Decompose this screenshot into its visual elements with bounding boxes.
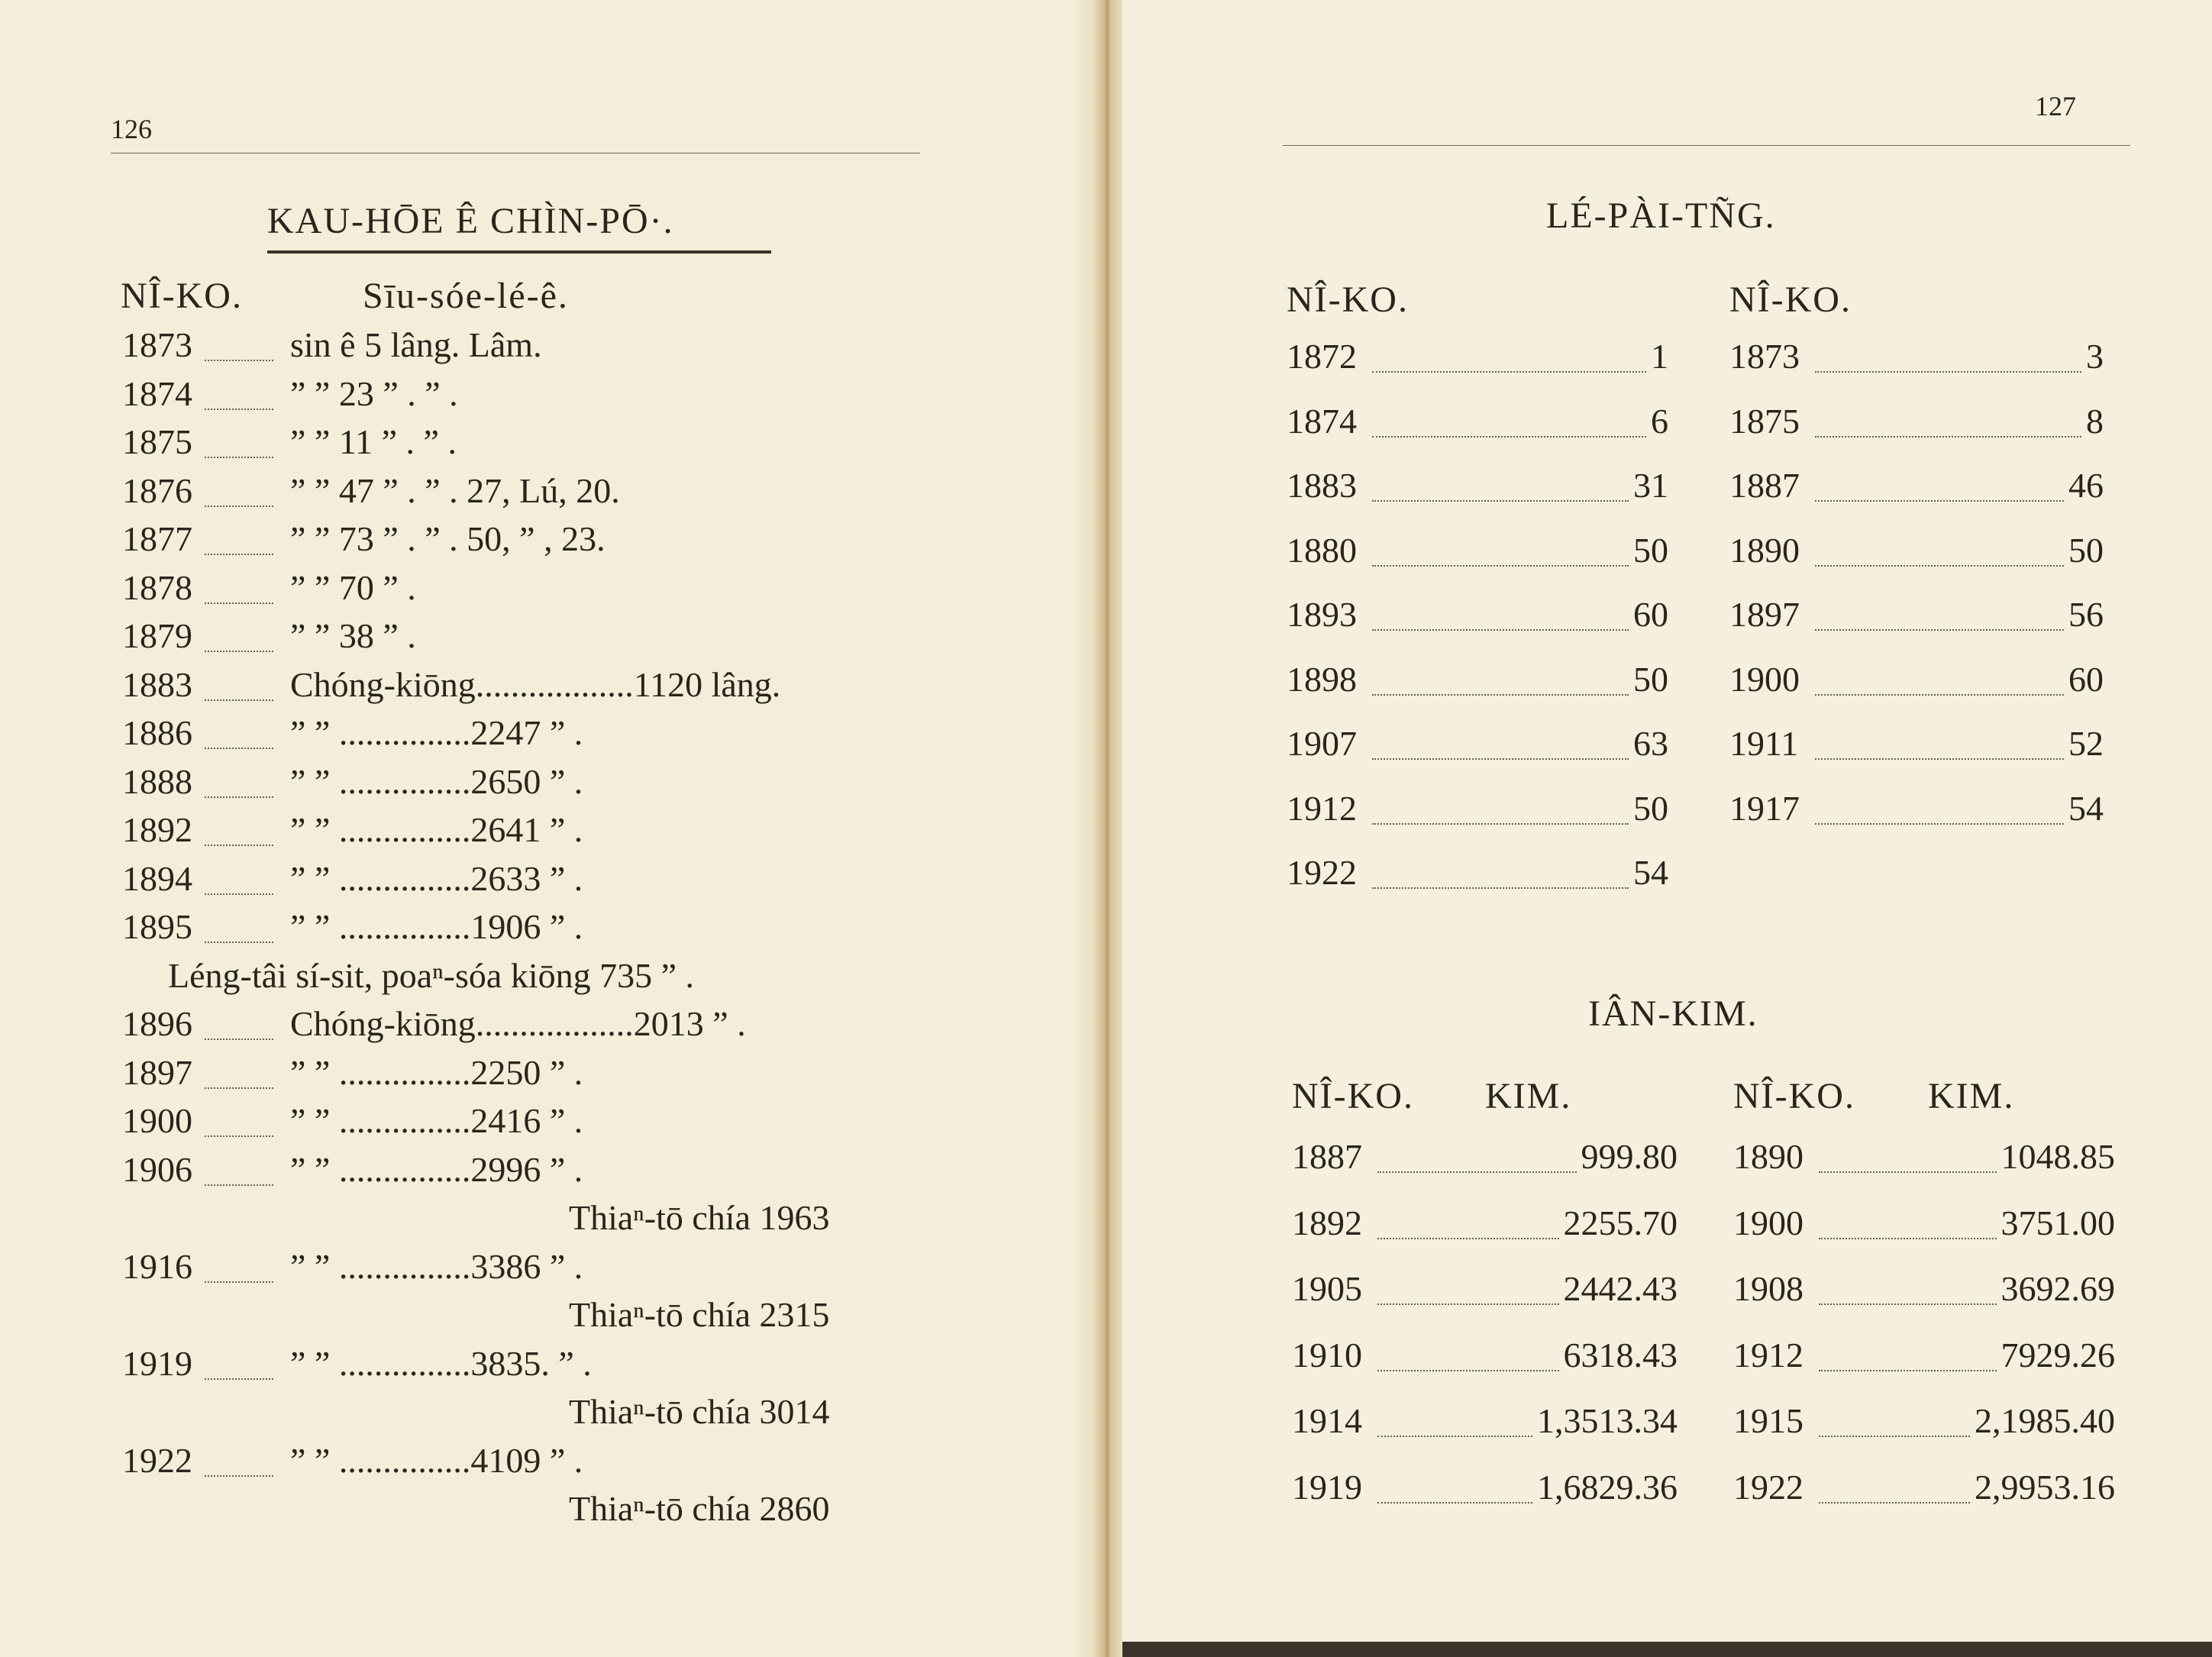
table-row bbox=[122, 325, 932, 370]
row-text: ” ” ...............2416 ” . bbox=[290, 1101, 583, 1140]
dot-leader bbox=[1372, 751, 1629, 760]
section1-header-left: NÎ-KO. bbox=[1287, 279, 1409, 320]
row-year: 1892 bbox=[1292, 1203, 1362, 1242]
dot-leader bbox=[1819, 1428, 1970, 1437]
row-year: 1896 bbox=[122, 1004, 192, 1043]
row-text: ” ” 11 ” . ” . bbox=[290, 422, 457, 461]
table-row bbox=[122, 1003, 932, 1049]
row-text: ” ” ...............2650 ” . bbox=[290, 761, 583, 801]
row-value: 60 bbox=[2068, 659, 2104, 699]
row-text: ” ” ...............3835. ” . bbox=[290, 1343, 592, 1383]
section2-header-left-year: NÎ-KO. bbox=[1292, 1076, 1414, 1116]
table-row bbox=[1729, 723, 2104, 769]
section2-title: IÂN-KIM. bbox=[1588, 993, 1758, 1034]
row-year: 1922 bbox=[1733, 1467, 1804, 1507]
row-text: ” ” 70 ” . bbox=[290, 567, 416, 607]
row-year: 1880 bbox=[1287, 530, 1357, 570]
dot-leader bbox=[1815, 816, 2064, 825]
dot-leader bbox=[1372, 428, 1646, 438]
row-year: 1912 bbox=[1733, 1335, 1804, 1374]
row-value: 60 bbox=[1633, 595, 1668, 634]
row-value: 3 bbox=[2086, 337, 2104, 376]
dot-leader bbox=[1819, 1164, 1997, 1173]
table-row bbox=[1292, 1203, 1678, 1248]
row-year: 1914 bbox=[1292, 1401, 1362, 1440]
dot-leader bbox=[205, 789, 273, 798]
dot-leader bbox=[1815, 428, 2081, 438]
dot-leader bbox=[1372, 493, 1629, 502]
dot-leader bbox=[205, 401, 273, 410]
table-row bbox=[1287, 723, 1668, 769]
row-value: 31 bbox=[1633, 466, 1668, 505]
dot-leader bbox=[205, 595, 273, 604]
dot-leader bbox=[1815, 557, 2064, 567]
table-row bbox=[122, 518, 932, 564]
row-text: Léng-tâi sí-sit, poaⁿ-sóa kiōng 735 ” . bbox=[168, 955, 695, 995]
table-row bbox=[122, 858, 932, 904]
table-row bbox=[122, 906, 932, 952]
dot-leader bbox=[1372, 363, 1646, 373]
dot-leader bbox=[1372, 880, 1629, 889]
table-row bbox=[122, 955, 932, 1001]
row-value: 999.80 bbox=[1581, 1137, 1678, 1176]
row-value: 1,3513.34 bbox=[1537, 1401, 1678, 1440]
dot-leader bbox=[1372, 557, 1629, 567]
row-year: 1879 bbox=[122, 616, 192, 655]
row-text: ” ” ...............2996 ” . bbox=[290, 1149, 583, 1189]
table-row bbox=[1729, 530, 2104, 576]
row-year: 1906 bbox=[122, 1149, 192, 1189]
row-year: 1898 bbox=[1287, 659, 1357, 699]
title-underline bbox=[267, 250, 771, 254]
section1-header-right: NÎ-KO. bbox=[1729, 279, 1852, 320]
table-row bbox=[1287, 336, 1668, 382]
row-year: 1878 bbox=[122, 567, 192, 607]
row-year: 1888 bbox=[122, 761, 192, 801]
row-year: 1873 bbox=[122, 325, 192, 364]
dot-leader bbox=[205, 449, 273, 458]
row-value: 1 bbox=[1651, 337, 1668, 376]
dot-leader bbox=[205, 546, 273, 555]
row-value: 50 bbox=[1633, 530, 1668, 570]
row-text: Chóng-kiōng..................2013 ” . bbox=[290, 1004, 746, 1043]
row-year: 1919 bbox=[1292, 1467, 1362, 1507]
row-value: 52 bbox=[2068, 724, 2104, 763]
row-value: 7929.26 bbox=[2000, 1335, 2115, 1374]
row-text: Thiaⁿ-tō chía 2860 bbox=[569, 1489, 830, 1528]
row-year: 1897 bbox=[122, 1052, 192, 1092]
dot-leader bbox=[1377, 1494, 1532, 1504]
dot-leader bbox=[205, 1274, 273, 1283]
row-text: ” ” ...............2633 ” . bbox=[290, 858, 583, 898]
table-row bbox=[1287, 401, 1668, 447]
right-page-number: 127 bbox=[2035, 91, 2076, 121]
row-text: ” ” ...............2250 ” . bbox=[290, 1052, 583, 1092]
dot-leader bbox=[205, 886, 273, 895]
dot-leader bbox=[205, 643, 273, 652]
table-row bbox=[122, 712, 932, 758]
section2-header-right-year: NÎ-KO. bbox=[1733, 1076, 1855, 1116]
dot-leader bbox=[205, 498, 273, 507]
table-row bbox=[1287, 852, 1668, 898]
dot-leader bbox=[205, 1080, 273, 1089]
dot-leader bbox=[1815, 622, 2064, 631]
dot-leader bbox=[1819, 1230, 1997, 1239]
dot-leader bbox=[205, 1128, 273, 1137]
dot-leader bbox=[205, 692, 273, 701]
row-value: 46 bbox=[2068, 466, 2104, 505]
row-year: 1908 bbox=[1733, 1269, 1804, 1308]
row-year: 1872 bbox=[1287, 337, 1357, 376]
table-row bbox=[1287, 788, 1668, 834]
row-text: Chóng-kiōng..................1120 lâng. bbox=[290, 664, 781, 704]
row-year: 1874 bbox=[1287, 401, 1357, 441]
table-row bbox=[1729, 401, 2104, 447]
row-year: 1887 bbox=[1292, 1137, 1362, 1176]
section2-header-left-kim: KIM. bbox=[1485, 1076, 1572, 1116]
row-value: 2255.70 bbox=[1563, 1203, 1678, 1242]
table-row bbox=[1733, 1203, 2115, 1248]
row-value: 6318.43 bbox=[1563, 1335, 1678, 1374]
row-year: 1873 bbox=[1729, 337, 1800, 376]
dot-leader bbox=[1377, 1164, 1577, 1173]
dot-leader bbox=[1815, 751, 2064, 760]
row-value: 3751.00 bbox=[2000, 1203, 2115, 1242]
dot-leader bbox=[1372, 816, 1629, 825]
row-year: 1875 bbox=[122, 422, 192, 461]
table-row bbox=[122, 664, 932, 710]
row-value: 2442.43 bbox=[1563, 1269, 1678, 1308]
row-value: 63 bbox=[1633, 724, 1668, 763]
row-year: 1905 bbox=[1292, 1269, 1362, 1308]
table-row bbox=[122, 1294, 932, 1340]
row-year: 1875 bbox=[1729, 401, 1800, 441]
dot-leader bbox=[205, 352, 273, 361]
row-year: 1907 bbox=[1287, 724, 1357, 763]
row-year: 1900 bbox=[122, 1101, 192, 1140]
row-text: Thiaⁿ-tō chía 3014 bbox=[569, 1392, 830, 1431]
row-value: 50 bbox=[1633, 788, 1668, 828]
table-row bbox=[122, 809, 932, 855]
dot-leader bbox=[1377, 1230, 1559, 1239]
table-row bbox=[1729, 336, 2104, 382]
row-text: ” ” 47 ” . ” . 27, Lú, 20. bbox=[290, 470, 620, 510]
row-text: ” ” ...............4109 ” . bbox=[290, 1440, 583, 1480]
table-row bbox=[122, 1488, 932, 1534]
row-text: ” ” ...............3386 ” . bbox=[290, 1246, 583, 1286]
table-row bbox=[1287, 530, 1668, 576]
row-year: 1919 bbox=[122, 1343, 192, 1383]
table-row bbox=[122, 1197, 932, 1243]
left-header-year: NÎ-KO. bbox=[121, 276, 243, 316]
row-value: 6 bbox=[1651, 401, 1668, 441]
table-row bbox=[1729, 465, 2104, 511]
section1-title: LÉ-PÀI-TÑG. bbox=[1546, 195, 1776, 236]
table-row bbox=[1292, 1136, 1678, 1182]
row-value: 2,9953.16 bbox=[1975, 1467, 2115, 1507]
left-page bbox=[0, 0, 1092, 1657]
row-year: 1894 bbox=[122, 858, 192, 898]
table-row bbox=[122, 470, 932, 516]
dot-leader bbox=[1377, 1428, 1532, 1437]
left-page-number: 126 bbox=[111, 114, 152, 144]
row-year: 1887 bbox=[1729, 466, 1800, 505]
dot-leader bbox=[205, 934, 273, 943]
row-text: ” ” 23 ” . ” . bbox=[290, 373, 458, 413]
table-row bbox=[122, 1149, 932, 1195]
row-year: 1922 bbox=[122, 1440, 192, 1480]
dot-leader bbox=[1372, 686, 1629, 696]
row-year: 1893 bbox=[1287, 595, 1357, 634]
table-row bbox=[122, 373, 932, 419]
row-year: 1915 bbox=[1733, 1401, 1804, 1440]
row-text: ” ” 73 ” . ” . 50, ” , 23. bbox=[290, 519, 605, 558]
dot-leader bbox=[1815, 363, 2081, 373]
dot-leader bbox=[1819, 1296, 1997, 1305]
row-year: 1895 bbox=[122, 907, 192, 946]
row-text: ” ” ...............1906 ” . bbox=[290, 907, 583, 946]
dot-leader bbox=[205, 837, 273, 846]
row-year: 1890 bbox=[1733, 1137, 1804, 1176]
row-text: Thiaⁿ-tō chía 1963 bbox=[569, 1198, 830, 1237]
row-year: 1892 bbox=[122, 810, 192, 849]
dot-leader bbox=[1372, 622, 1629, 631]
row-year: 1883 bbox=[1287, 466, 1357, 505]
dot-leader bbox=[205, 1177, 273, 1186]
table-row bbox=[1729, 594, 2104, 640]
left-header-col: Sīu-sóe-lé-ê. bbox=[363, 276, 569, 316]
row-text: sin ê 5 lâng. Lâm. bbox=[290, 325, 542, 364]
dot-leader bbox=[205, 740, 273, 749]
row-year: 1876 bbox=[122, 470, 192, 510]
dot-leader bbox=[1377, 1362, 1559, 1371]
table-row bbox=[1287, 465, 1668, 511]
row-year: 1922 bbox=[1287, 853, 1357, 892]
table-row bbox=[122, 615, 932, 661]
right-page bbox=[1122, 0, 2212, 1657]
table-row bbox=[1733, 1400, 2115, 1446]
row-year: 1916 bbox=[122, 1246, 192, 1286]
row-value: 50 bbox=[2068, 530, 2104, 570]
table-row bbox=[1292, 1335, 1678, 1381]
dot-leader bbox=[1819, 1362, 1997, 1371]
book-bottom-edge bbox=[1122, 1642, 2212, 1657]
row-year: 1911 bbox=[1729, 724, 1799, 763]
table-row bbox=[1287, 659, 1668, 705]
table-row bbox=[1733, 1268, 2115, 1314]
dot-leader bbox=[1377, 1296, 1559, 1305]
dot-leader bbox=[1819, 1494, 1970, 1504]
table-row bbox=[122, 1246, 932, 1292]
table-row bbox=[122, 1052, 932, 1098]
table-row bbox=[1733, 1467, 2115, 1513]
dot-leader bbox=[1815, 493, 2064, 502]
table-row bbox=[122, 422, 932, 467]
row-value: 8 bbox=[2086, 401, 2104, 441]
table-row bbox=[1292, 1467, 1678, 1513]
dot-leader bbox=[1815, 686, 2064, 696]
row-year: 1900 bbox=[1733, 1203, 1804, 1242]
row-year: 1874 bbox=[122, 373, 192, 413]
row-year: 1900 bbox=[1729, 659, 1800, 699]
row-value: 50 bbox=[1633, 659, 1668, 699]
row-value: 1048.85 bbox=[2000, 1137, 2115, 1176]
table-row bbox=[1729, 659, 2104, 705]
table-row bbox=[122, 567, 932, 613]
row-year: 1877 bbox=[122, 519, 192, 558]
table-row bbox=[122, 1391, 932, 1437]
row-text: ” ” ...............2247 ” . bbox=[290, 713, 583, 752]
row-value: 54 bbox=[2068, 788, 2104, 828]
table-row bbox=[1733, 1136, 2115, 1182]
row-value: 3692.69 bbox=[2000, 1269, 2115, 1308]
row-year: 1917 bbox=[1729, 788, 1800, 828]
table-row bbox=[122, 1343, 932, 1389]
row-value: 1,6829.36 bbox=[1537, 1467, 1678, 1507]
table-row bbox=[1729, 788, 2104, 834]
row-year: 1897 bbox=[1729, 595, 1800, 634]
dot-leader bbox=[205, 1468, 273, 1477]
row-year: 1883 bbox=[122, 664, 192, 704]
table-row bbox=[1292, 1400, 1678, 1446]
table-row bbox=[1287, 594, 1668, 640]
table-row bbox=[122, 1440, 932, 1486]
row-year: 1912 bbox=[1287, 788, 1357, 828]
header-rule bbox=[1283, 145, 2130, 146]
table-row bbox=[122, 1100, 932, 1146]
row-text: ” ” ...............2641 ” . bbox=[290, 810, 583, 849]
table-row bbox=[122, 761, 932, 807]
table-row bbox=[1292, 1268, 1678, 1314]
left-page-title: KAU-HŌE Ê CHÌN-PŌ·. bbox=[267, 201, 674, 241]
dot-leader bbox=[205, 1371, 273, 1380]
row-value: 54 bbox=[1633, 853, 1668, 892]
table-row bbox=[1733, 1335, 2115, 1381]
row-year: 1886 bbox=[122, 713, 192, 752]
dot-leader bbox=[205, 1031, 273, 1040]
row-value: 56 bbox=[2068, 595, 2104, 634]
row-text: ” ” 38 ” . bbox=[290, 616, 416, 655]
section2-header-right-kim: KIM. bbox=[1928, 1076, 2015, 1116]
row-year: 1890 bbox=[1729, 530, 1800, 570]
row-text: Thiaⁿ-tō chía 2315 bbox=[569, 1295, 830, 1334]
row-year: 1910 bbox=[1292, 1335, 1362, 1374]
row-value: 2,1985.40 bbox=[1975, 1401, 2115, 1440]
